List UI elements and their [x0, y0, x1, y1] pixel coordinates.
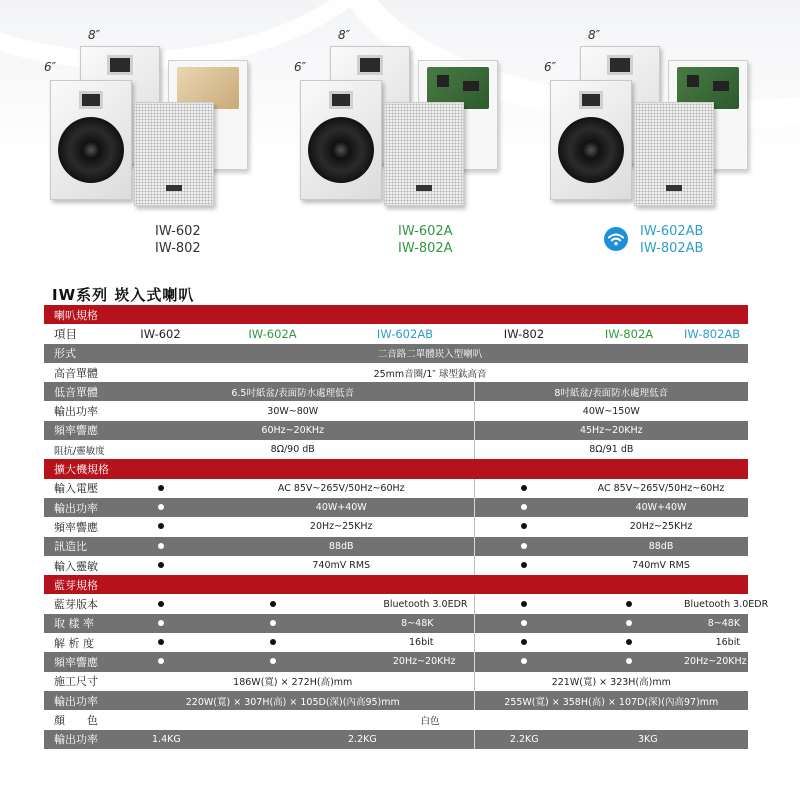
- bullet-cell: [474, 517, 574, 536]
- model-name: IW-802A: [398, 241, 453, 256]
- size-label-large: 8″: [338, 28, 351, 42]
- table-row: [44, 614, 748, 633]
- row-value: 8~48K: [336, 614, 474, 633]
- row-label: 高音單體: [44, 363, 112, 382]
- bullet-dot: [626, 601, 632, 607]
- row-label: 頻率響應: [44, 652, 112, 671]
- bullet-cell: [112, 537, 209, 556]
- bullet-dot: [521, 523, 527, 529]
- model-name: IW-802: [155, 241, 201, 256]
- row-value-6inch: 30W~80W: [112, 401, 474, 420]
- spec-table: [44, 305, 769, 749]
- row-value: AC 85V~265V/50Hz~60Hz: [209, 479, 474, 498]
- bullet-dot: [270, 658, 276, 664]
- size-label-small: 6″: [44, 60, 57, 74]
- row-label: 輸出功率: [44, 691, 112, 710]
- row-value: 16bit: [336, 633, 474, 652]
- row-label: 輸入靈敏: [44, 556, 112, 575]
- bullet-dot: [270, 601, 276, 607]
- product-group-iw-602: [40, 20, 270, 205]
- bullet-dot: [521, 601, 527, 607]
- section-title: 擴大機規格: [44, 459, 748, 478]
- bullet-cell: [574, 614, 684, 633]
- row-label: 輸出功率: [44, 401, 112, 420]
- bullet-dot: [521, 562, 527, 568]
- header-model: IW-602: [112, 324, 209, 343]
- bullet-cell: [474, 537, 574, 556]
- bullet-dot: [158, 601, 164, 607]
- bullet-cell: [474, 556, 574, 575]
- table-row: [44, 363, 748, 382]
- row-value: 25mm音圈/1″ 球型鈦高音: [112, 363, 748, 382]
- bullet-cell: [112, 614, 209, 633]
- table-row: [44, 498, 748, 517]
- bullet-dot: [521, 504, 527, 510]
- row-label: 解 析 度: [44, 633, 112, 652]
- row-value: 2.2KG: [336, 730, 474, 749]
- model-name: IW-602AB: [640, 224, 704, 239]
- section-header-speaker: [44, 305, 748, 324]
- header-model: IW-602AB: [336, 324, 474, 343]
- row-value: 二音路二單體崁入型喇叭: [112, 344, 748, 363]
- section-header-bluetooth: [44, 575, 748, 594]
- row-label: 頻率響應: [44, 421, 112, 440]
- row-label: 頻率響應: [44, 517, 112, 536]
- bullet-dot: [521, 543, 527, 549]
- model-name: IW-602A: [398, 224, 453, 239]
- bullet-cell: [112, 594, 209, 613]
- bullet-cell: [574, 594, 684, 613]
- bullet-dot: [158, 620, 164, 626]
- bullet-cell: [474, 633, 574, 652]
- section-header-amplifier: [44, 459, 748, 478]
- row-value-6inch: 220W(寬) × 307H(高) × 105D(深)(內高95)mm: [112, 691, 474, 710]
- row-value: 740mV RMS: [574, 556, 748, 575]
- row-value: 16bit: [684, 633, 748, 652]
- header-model: IW-802: [474, 324, 574, 343]
- row-value: 8~48K: [684, 614, 748, 633]
- bullet-cell: [574, 633, 684, 652]
- wireless-icon: [604, 227, 628, 251]
- row-label: 低音單體: [44, 382, 112, 401]
- bullet-dot: [158, 485, 164, 491]
- bullet-cell: [112, 652, 209, 671]
- bullet-dot: [158, 543, 164, 549]
- row-label: 訊造比: [44, 537, 112, 556]
- size-label-small: 6″: [294, 60, 307, 74]
- table-row: [44, 594, 748, 613]
- row-value-8inch: 221W(寬) × 323H(高)mm: [474, 672, 748, 691]
- row-label: 取 樣 率: [44, 614, 112, 633]
- bullet-dot: [521, 620, 527, 626]
- row-value-8inch: 8Ω/91 dB: [474, 440, 748, 459]
- row-value: 1.4KG: [112, 730, 336, 749]
- header-model: IW-802AB: [684, 324, 748, 343]
- bullet-cell: [474, 498, 574, 517]
- model-name: IW-602: [155, 224, 201, 239]
- row-value: 白色: [112, 710, 748, 729]
- row-value: 20Hz~25KHz: [574, 517, 748, 536]
- bullet-dot: [270, 639, 276, 645]
- row-value-6inch: 60Hz~20KHz: [112, 421, 474, 440]
- bullet-dot: [521, 485, 527, 491]
- model-name: IW-802AB: [640, 241, 704, 256]
- table-row: [44, 344, 748, 363]
- header-label: 項目: [44, 324, 112, 343]
- bullet-dot: [158, 504, 164, 510]
- table-row: [44, 672, 748, 691]
- table-row: [44, 440, 748, 459]
- table-row: [44, 730, 748, 749]
- product-banner: [0, 0, 800, 275]
- speaker-6-inch-image: [300, 80, 382, 200]
- model-names-iw-602a: [398, 223, 453, 257]
- table-row: [44, 691, 748, 710]
- row-value: 20Hz~25KHz: [209, 517, 474, 536]
- model-names-iw-602ab: [640, 223, 703, 257]
- speaker-grille-image: [134, 102, 214, 206]
- row-value-6inch: 6.5吋紙盆/表面防水處理低音: [112, 382, 474, 401]
- row-value: Bluetooth 3.0EDR: [336, 594, 474, 613]
- bullet-cell: [112, 633, 209, 652]
- speaker-6-inch-image: [550, 80, 632, 200]
- bullet-cell: [574, 652, 684, 671]
- table-row: [44, 479, 748, 498]
- size-label-large: 8″: [588, 28, 601, 42]
- table-row: [44, 633, 748, 652]
- section-title: 藍芽規格: [44, 575, 748, 594]
- row-value: Bluetooth 3.0EDR: [684, 594, 748, 613]
- row-label: 阻抗/靈敏度: [44, 440, 112, 459]
- model-names-iw-602: [155, 223, 201, 257]
- row-label: 形式: [44, 344, 112, 363]
- speaker-grille-image: [384, 102, 464, 206]
- table-row: [44, 652, 748, 671]
- bullet-cell: [112, 498, 209, 517]
- row-value-8inch: 40W~150W: [474, 401, 748, 420]
- bullet-cell: [209, 614, 336, 633]
- bullet-dot: [270, 620, 276, 626]
- product-group-iw-602a: [290, 20, 520, 205]
- bullet-dot: [521, 639, 527, 645]
- bullet-cell: [209, 633, 336, 652]
- row-label: 施工尺寸: [44, 672, 112, 691]
- bullet-cell: [474, 652, 574, 671]
- bullet-cell: [209, 594, 336, 613]
- bullet-dot: [626, 639, 632, 645]
- row-label: 輸出功率: [44, 730, 112, 749]
- bullet-dot: [158, 639, 164, 645]
- bullet-dot: [158, 658, 164, 664]
- bullet-cell: [112, 556, 209, 575]
- bullet-cell: [112, 517, 209, 536]
- row-value: 20Hz~20KHz: [684, 652, 748, 671]
- row-label: 顏 色: [44, 710, 112, 729]
- row-label: 藍芽版本: [44, 594, 112, 613]
- row-value-8inch: 45Hz~20KHz: [474, 421, 748, 440]
- row-value: 88dB: [574, 537, 748, 556]
- row-value: 20Hz~20KHz: [336, 652, 474, 671]
- row-value-8inch: 255W(寬) × 358H(高) × 107D(深)(內高97)mm: [474, 691, 748, 710]
- bullet-cell: [474, 614, 574, 633]
- bullet-cell: [474, 479, 574, 498]
- row-value: 40W+40W: [209, 498, 474, 517]
- row-value: 3KG: [574, 730, 748, 749]
- row-value: 88dB: [209, 537, 474, 556]
- product-group-iw-602ab: [540, 20, 770, 205]
- table-row: [44, 421, 748, 440]
- row-value-8inch: 8吋紙盆/表面防水處理低音: [474, 382, 748, 401]
- row-value: 40W+40W: [574, 498, 748, 517]
- header-model: IW-602A: [209, 324, 336, 343]
- bullet-dot: [626, 620, 632, 626]
- row-value-6inch: 8Ω/90 dB: [112, 440, 474, 459]
- table-row: [44, 382, 748, 401]
- bullet-dot: [158, 523, 164, 529]
- table-row: [44, 401, 748, 420]
- bullet-cell: [474, 594, 574, 613]
- bullet-dot: [521, 658, 527, 664]
- speaker-6-inch-image: [50, 80, 132, 200]
- table-row: [44, 710, 748, 729]
- bullet-cell: [209, 652, 336, 671]
- bullet-cell: [112, 479, 209, 498]
- page-title: IW系列 崁入式喇叭: [52, 286, 195, 304]
- row-label: 輸入電壓: [44, 479, 112, 498]
- table-row: [44, 517, 748, 536]
- table-row: [44, 537, 748, 556]
- table-row: [44, 556, 748, 575]
- row-value: 2.2KG: [474, 730, 574, 749]
- row-value-6inch: 186W(寬) × 272H(高)mm: [112, 672, 474, 691]
- bullet-dot: [158, 562, 164, 568]
- row-label: 輸出功率: [44, 498, 112, 517]
- table-header-row: [44, 324, 748, 343]
- speaker-grille-image: [634, 102, 714, 206]
- section-title: 喇叭規格: [44, 305, 748, 324]
- size-label-large: 8″: [88, 28, 101, 42]
- size-label-small: 6″: [544, 60, 557, 74]
- row-value: 740mV RMS: [209, 556, 474, 575]
- bullet-dot: [626, 658, 632, 664]
- row-value: AC 85V~265V/50Hz~60Hz: [574, 479, 748, 498]
- header-model: IW-802A: [574, 324, 684, 343]
